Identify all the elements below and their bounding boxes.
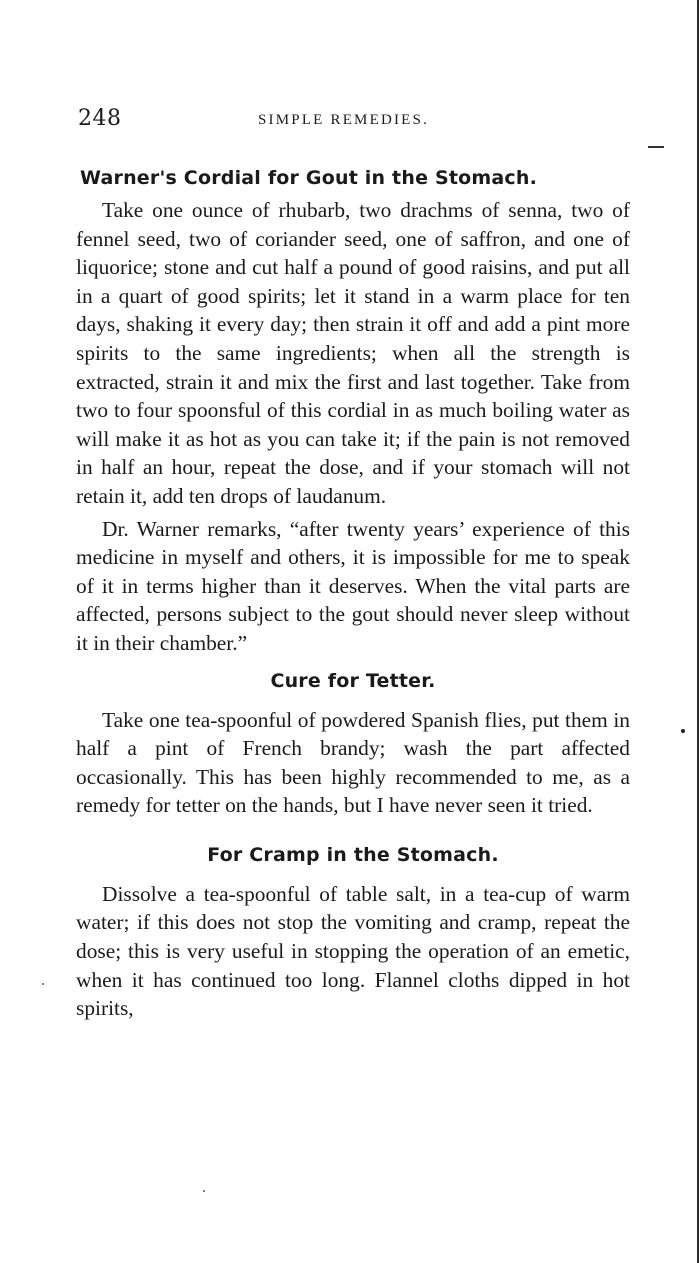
section-heading: For Cramp in the Stomach. — [207, 843, 499, 866]
print-speck — [42, 983, 44, 985]
section-heading: Warner's Cordial for Gout in the Stomach. — [80, 167, 538, 189]
margin-dot — [681, 729, 685, 733]
running-title: SIMPLE REMEDIES. — [258, 112, 430, 128]
page-edge-line — [697, 0, 699, 1263]
page-number: 248 — [78, 106, 122, 131]
section-heading: Cure for Tetter. — [270, 669, 436, 692]
body-paragraph: Take one ounce of rhubarb, two drachms of senna, two of fennel seed, two of coriander seed, one of saffron, and one of liquorice; stone and cut half a pound of good raisins, and put all in a quart of good spirits; let it stand in a warm place for ten days, shaking it every day; then strain it off and add a pint more spirits to the same ingredients; when all the strength is extracted, strain it and mix the first and last together. Take from two to four spoonsful of this cordial in as much boiling water as will make it as hot as you can take it; if the pain is not removed in half an hour, repeat the dose, and if your stomach will not retain it, add ten drops of laudanum. — [76, 198, 630, 508]
page-body — [76, 160, 630, 1023]
running-head — [78, 106, 628, 136]
body-paragraph: Dissolve a tea-spoonful of table salt, in a tea-cup of warm water; if this does not stop the vomiting and cramp, repeat the dose; this is very useful in stopping the operation of an emetic, when it has continued too long. Flannel cloths dipped in hot spirits, — [76, 881, 630, 1021]
margin-mark — [648, 146, 664, 148]
body-paragraph: Take one tea-spoonful of powdered Spanish flies, put them in half a pint of French brandy; wash the part affected occasionally. This has been highly recommended to me, as a remedy for tetter on the hands, but I have never seen it tried. — [76, 707, 630, 818]
print-speck — [203, 1190, 205, 1192]
body-paragraph: Dr. Warner remarks, “after twenty years’ experience of this medicine in myself and others, it is impossible for me to speak of it in terms higher than it deserves. When the vital parts are affected, persons subject to the gout should never sleep without it in their chamber.” — [76, 516, 630, 655]
